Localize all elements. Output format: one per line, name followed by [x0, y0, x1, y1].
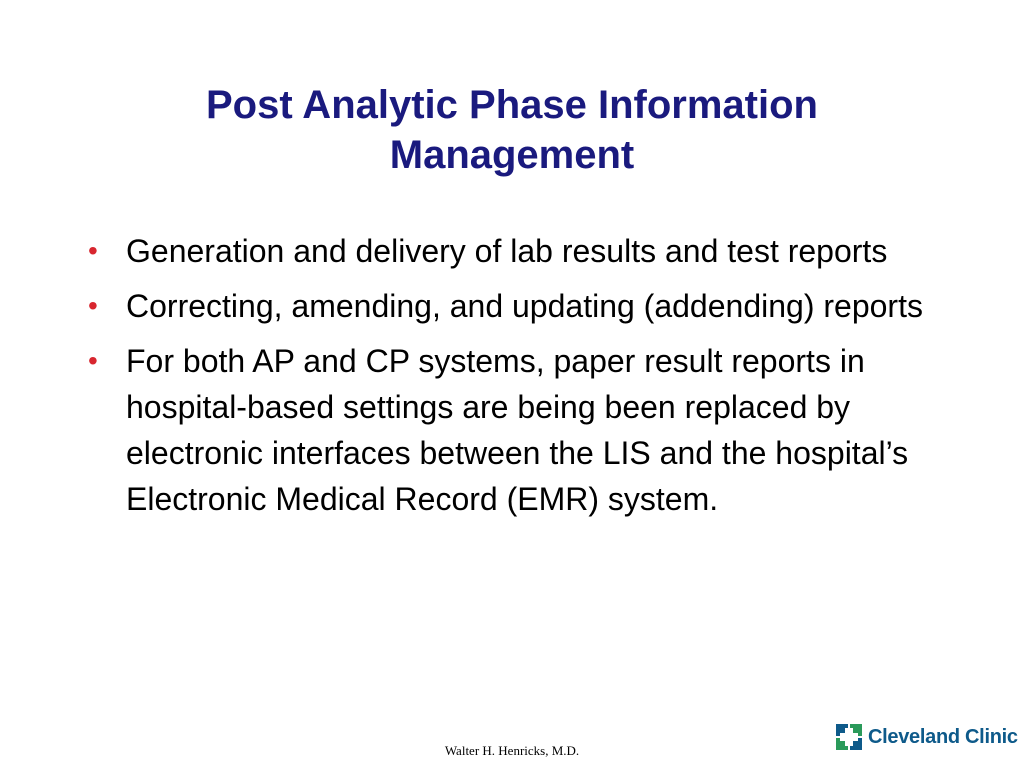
slide-title-line-1: Post Analytic Phase Information [206, 83, 818, 127]
cleveland-clinic-logo-text: Cleveland Clinic [868, 725, 1018, 748]
bullet-marker: • [88, 345, 98, 376]
bullet-item [82, 228, 942, 274]
bullet-text: Correcting, amending, and updating (addending) reports [126, 288, 923, 324]
bullet-marker: • [88, 235, 98, 266]
bullet-text: For both AP and CP systems, paper result reports in hospital-based settings are being been replaced by electronic interfaces between the LIS and the hospital’s Electronic Medical Record (EMR) system. [126, 343, 909, 517]
slide-title [40, 80, 984, 180]
footer-author: Walter H. Henricks, M.D. [444, 743, 580, 758]
bullet-item [82, 283, 942, 329]
bullet-marker: • [88, 290, 98, 321]
bullet-text: Generation and delivery of lab results and test reports [126, 233, 888, 269]
bullet-list [82, 228, 942, 531]
bullet-item [82, 338, 942, 522]
cleveland-clinic-logo-icon [836, 724, 862, 750]
slide-title-line-2: Management [389, 133, 635, 177]
cleveland-clinic-logo [836, 722, 1018, 752]
